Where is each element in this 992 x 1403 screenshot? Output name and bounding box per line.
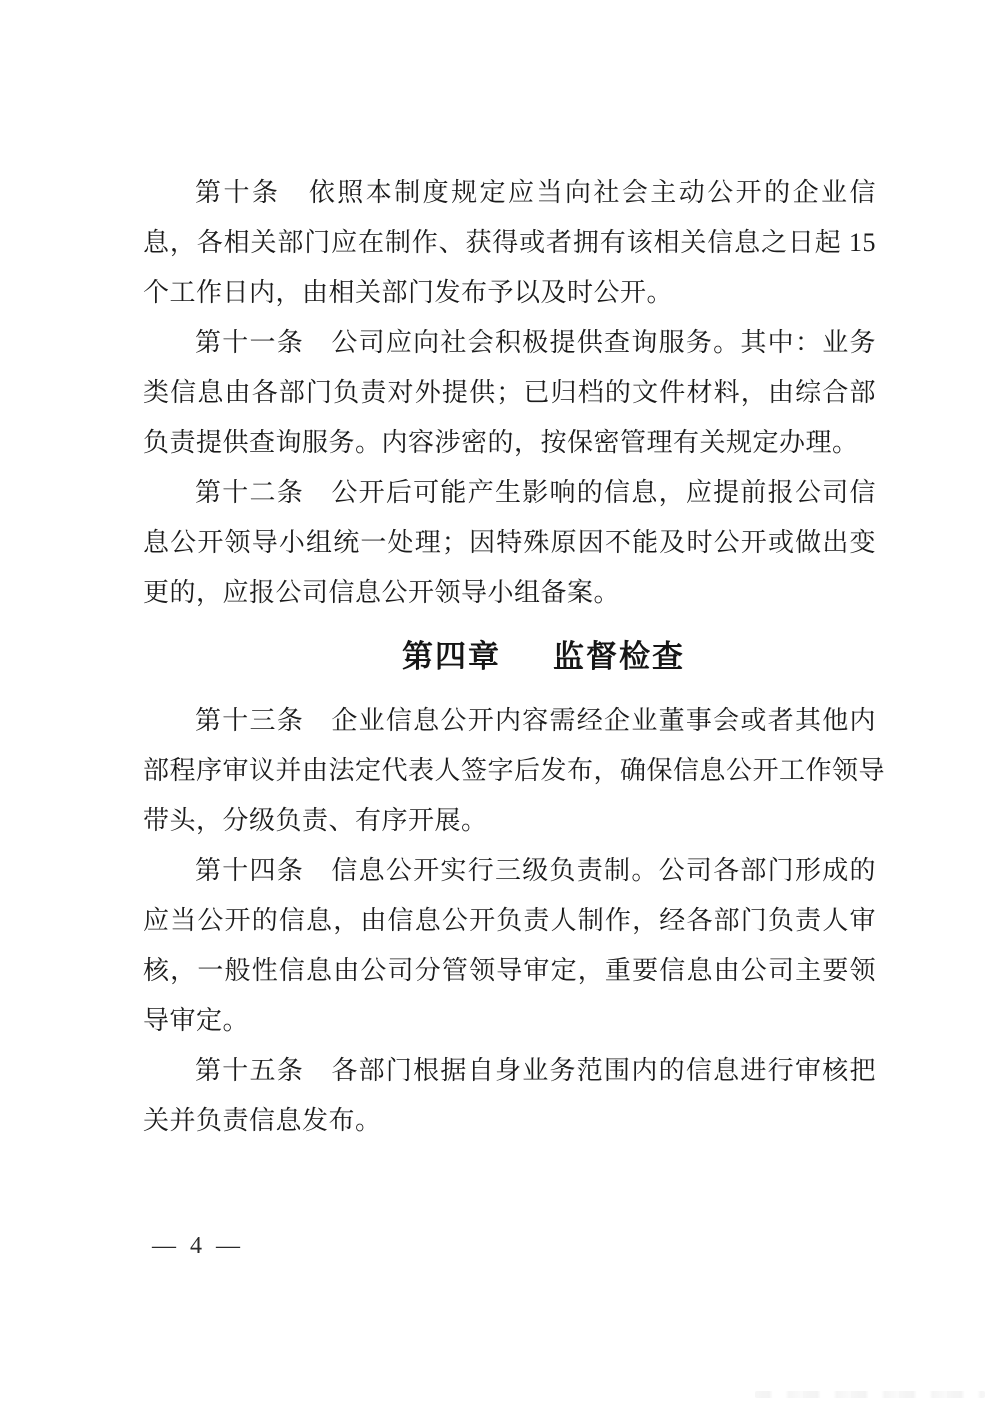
- article-12-line-3: 更的，应报公司信息公开领导小组备案。: [143, 578, 621, 607]
- article-14-line-3: 核，一般性信息由公司分管领导审定，重要信息由公司主要领: [143, 956, 876, 985]
- document-body: [143, 168, 886, 1146]
- article-13-line-3: 带头，分级负责、有序开展。: [143, 806, 488, 835]
- article-14-line-4: 导审定。: [143, 1006, 250, 1035]
- article-13-line-2: 部程序审议并由法定代表人签字后发布，确保信息公开工作领导: [143, 756, 886, 785]
- page-number: — 4 —: [152, 1233, 244, 1259]
- scan-artifact: [755, 1391, 985, 1398]
- article-15-line-2: 关并负责信息发布。: [143, 1106, 382, 1135]
- article-10-line-2: 息，各相关部门应在制作、获得或者拥有该相关信息之日起 15: [143, 228, 876, 257]
- article-11-line-3: 负责提供查询服务。内容涉密的，按保密管理有关规定办理。: [143, 428, 859, 457]
- article-10-line-3: 个工作日内，由相关部门发布予以及时公开。: [143, 278, 674, 307]
- article-10-line-1: 第十条 依照本制度规定应当向社会主动公开的企业信: [195, 178, 876, 207]
- article-14-line-2: 应当公开的信息，由信息公开负责人制作，经各部门负责人审: [143, 906, 876, 935]
- article-12-line-2: 息公开领导小组统一处理；因特殊原因不能及时公开或做出变: [143, 528, 876, 557]
- article-13-line-1: 第十三条 企业信息公开内容需经企业董事会或者其他内: [195, 706, 876, 735]
- article-14-line-1: 第十四条 信息公开实行三级负责制。公司各部门形成的: [195, 856, 876, 885]
- article-15-line-1: 第十五条 各部门根据自身业务范围内的信息进行审核把: [195, 1056, 876, 1085]
- article-11-line-1: 第十一条 公司应向社会积极提供查询服务。其中：业务: [195, 328, 876, 357]
- article-11-line-2: 类信息由各部门负责对外提供；已归档的文件材料，由综合部: [143, 378, 876, 407]
- chapter-heading: [177, 628, 910, 686]
- article-12-line-1: 第十二条 公开后可能产生影响的信息，应提前报公司信: [195, 478, 876, 507]
- chapter-number: 第四章: [402, 639, 501, 674]
- chapter-title: 监督检查: [553, 639, 685, 674]
